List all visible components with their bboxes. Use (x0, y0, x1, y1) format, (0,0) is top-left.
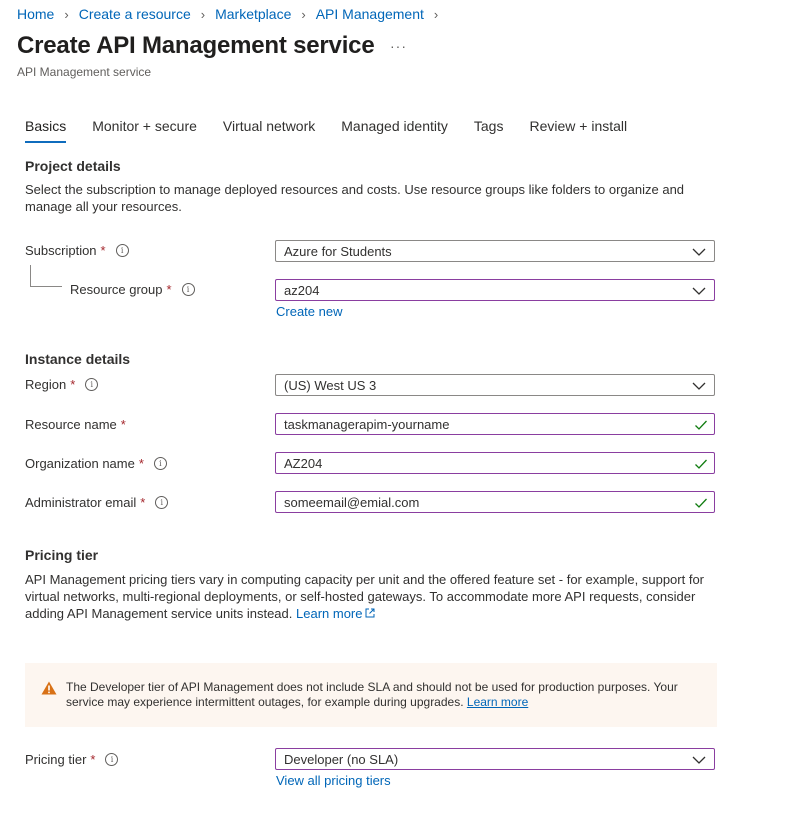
pricing-tier-label-text: Pricing tier (25, 752, 87, 767)
learn-more-text: Learn more (296, 606, 363, 621)
chevron-down-icon (692, 284, 706, 298)
resource-name-label-text: Resource name (25, 417, 117, 432)
resource-group-dropdown[interactable] (275, 279, 715, 301)
pricing-tier-dropdown[interactable] (275, 748, 715, 770)
breadcrumb-create-resource[interactable]: Create a resource (78, 6, 191, 22)
tab-tags[interactable]: Tags (473, 118, 504, 134)
project-details-heading: Project details (25, 158, 121, 174)
organization-name-input[interactable] (275, 452, 715, 474)
administrator-email-label (25, 495, 168, 510)
required-marker: * (166, 282, 172, 297)
required-marker: * (70, 377, 76, 392)
resource-group-value: az204 (284, 282, 320, 298)
instance-details-heading: Instance details (25, 351, 131, 367)
more-options-button[interactable]: ··· (390, 38, 407, 54)
checkmark-icon (694, 418, 708, 432)
warning-text: The Developer tier of API Management does not include SLA and should not be used for production purposes. Your service may experience intermittent outages, for example during upgrades. (66, 680, 678, 709)
create-new-link[interactable]: Create new (276, 304, 343, 319)
info-icon[interactable]: i (155, 496, 168, 509)
info-icon[interactable]: i (85, 378, 98, 391)
checkmark-icon (694, 457, 708, 471)
pricing-tier-label (25, 752, 118, 767)
tab-managed-identity[interactable]: Managed identity (341, 118, 448, 134)
tree-connector (30, 286, 62, 287)
info-icon[interactable]: i (154, 457, 167, 470)
breadcrumb (17, 6, 448, 22)
organization-name-value: AZ204 (284, 455, 323, 471)
chevron-down-icon (692, 379, 706, 393)
project-details-description: Select the subscription to manage deployed resources and costs. Use resource groups like folders to organize and manage all your resources. (25, 182, 685, 214)
resource-group-label-text: Resource group (70, 282, 163, 297)
warning-icon (41, 681, 57, 695)
required-marker: * (140, 495, 146, 510)
breadcrumb-home[interactable]: Home (17, 6, 55, 22)
tab-virtual-network[interactable]: Virtual network (222, 118, 316, 134)
required-marker: * (90, 752, 96, 767)
resource-group-label (70, 282, 195, 297)
region-dropdown[interactable] (275, 374, 715, 396)
organization-name-label (25, 456, 167, 471)
pricing-description-text: API Management pricing tiers vary in computing capacity per unit and the offered feature set - for example, support for virtual networks, multi-regional deployments, or self-hosted gateways. To accommodate more API requests, consider adding API Management service units instead. (25, 572, 705, 621)
resource-name-label (25, 417, 126, 432)
tab-review-install[interactable]: Review + install (529, 118, 628, 134)
view-all-pricing-tiers-link[interactable]: View all pricing tiers (276, 773, 391, 788)
chevron-right-icon: › (64, 6, 69, 22)
tab-monitor-secure[interactable]: Monitor + secure (92, 118, 197, 134)
required-marker: * (138, 456, 144, 471)
learn-more-link[interactable] (296, 606, 374, 621)
info-icon[interactable]: i (116, 244, 129, 257)
region-value: (US) West US 3 (284, 377, 377, 393)
organization-name-label-text: Organization name (25, 456, 135, 471)
info-icon[interactable]: i (105, 753, 118, 766)
resource-name-input[interactable] (275, 413, 715, 435)
administrator-email-input[interactable] (275, 491, 715, 513)
external-link-icon (365, 608, 375, 618)
chevron-down-icon (692, 753, 706, 767)
subscription-label-text: Subscription (25, 243, 97, 258)
required-marker: * (120, 417, 126, 432)
region-label (25, 377, 98, 392)
developer-tier-warning (25, 663, 717, 727)
chevron-right-icon: › (200, 6, 206, 22)
chevron-down-icon (692, 245, 706, 259)
subscription-dropdown[interactable] (275, 240, 715, 262)
tab-bar (25, 118, 653, 141)
pricing-tier-description (25, 571, 725, 622)
required-marker: * (100, 243, 106, 258)
subscription-value: Azure for Students (284, 243, 392, 259)
chevron-right-icon: › (433, 6, 439, 22)
info-icon[interactable]: i (182, 283, 195, 296)
administrator-email-value: someemail@emial.com (284, 494, 420, 510)
checkmark-icon (694, 496, 708, 510)
breadcrumb-api-management[interactable]: API Management (315, 6, 424, 22)
region-label-text: Region (25, 377, 67, 392)
administrator-email-label-text: Administrator email (25, 495, 137, 510)
chevron-right-icon: › (301, 6, 306, 22)
subscription-label (25, 243, 129, 258)
tree-connector (30, 265, 31, 286)
page-subtitle: API Management service (17, 65, 152, 79)
breadcrumb-marketplace[interactable]: Marketplace (215, 6, 292, 22)
page-title: Create API Management service (17, 32, 375, 59)
pricing-tier-heading: Pricing tier (25, 547, 99, 563)
resource-name-value: taskmanagerapim-yourname (284, 416, 450, 432)
pricing-tier-value: Developer (no SLA) (284, 751, 399, 767)
warning-learn-more-link[interactable]: Learn more (466, 695, 529, 709)
tab-basics[interactable]: Basics (25, 118, 66, 141)
